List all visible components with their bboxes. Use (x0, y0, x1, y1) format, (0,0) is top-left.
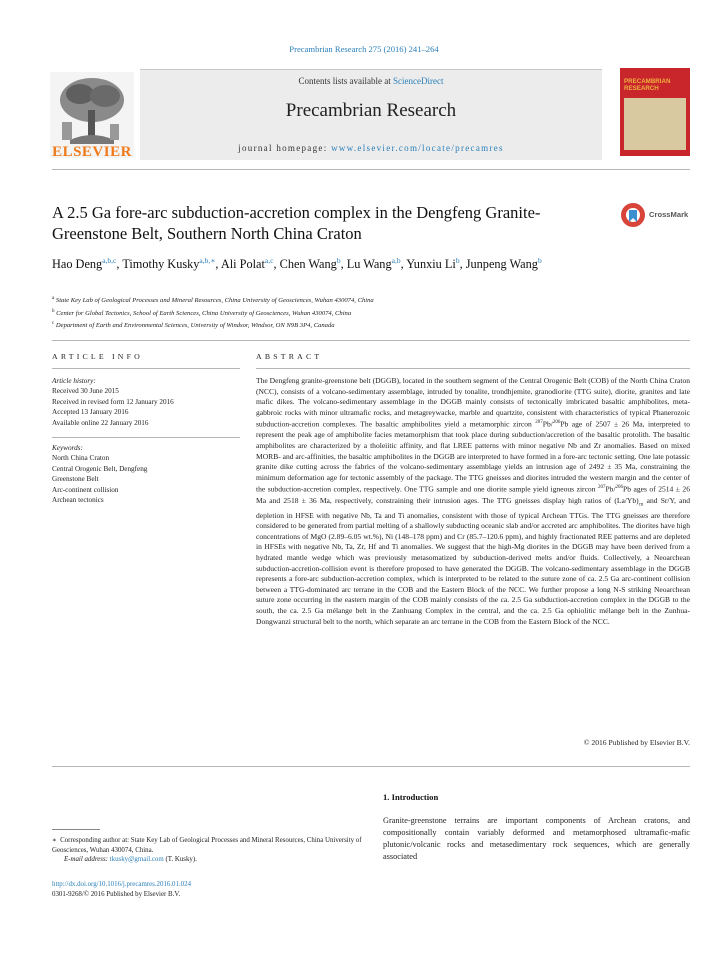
history-online: Available online 22 January 2016 (52, 418, 149, 427)
email-label: E-mail address: (64, 856, 108, 864)
homepage-prefix: journal homepage: (238, 143, 332, 153)
cover-title: PRECAMBRIAN RESEARCH (624, 78, 671, 92)
author-list: Hao Deng$^{a,b,c}$, Timothy Kusky$^{a,b,∗}$, Ali Polat$^{a,c}$, Chen Wang$^b$, Lu Wang$^{a,b}$, Yunxiu Li$^b$, Junpeng Wang$^b$ (52, 256, 542, 272)
author-affil-marker[interactable]: a,b,c (102, 256, 117, 265)
journal-title: Precambrian Research (285, 100, 457, 121)
elsevier-wordmark: ELSEVIER (52, 144, 132, 160)
author-affil-marker[interactable]: a,b (391, 256, 401, 265)
contents-prefix: Contents lists available at (298, 76, 393, 86)
keywords-rule (52, 437, 240, 438)
crossmark-badge[interactable] (620, 203, 690, 227)
contents-line (140, 76, 602, 86)
abstract-text: The Dengfeng granite-greenstone belt (DGGB), located in the southern segment of the Central Orogenic Belt (COB) of the North China Craton (NCC), consists of a volcano-sedimentary assemblage, intruded by tonalite, trondhjemite, granodiorite (TTG suite), diorite, granites and late mafic dikes. The volcano-sedimentary assemblage in the DGGB mainly consists of tectonically imbricated basaltic amphibolites, meta-gabbroic rocks with minor ultramafic rocks, and metagreywacke, marble and quartzite, consistent with characteristics of typical Phanerozoic subduction-accretion complexes. The basaltic amphibolites yield a metamorphic zircon $^{207}$Pb/$^{206}$Pb age of 2507 ± 26 Ma, interpreted to represent the peak age of amphibolite facies metamorphism that took place during subduction/accretion of the basaltic protolith. The basaltic amphibolites are characterized by a tholeiitic affinity, and flat LREE patterns with minor negative Nb and Zr anomalies. Based on mixed MORB- and arc-affinities, the basaltic amphibolites in the DGGB are interpreted to have formed in a fore-arc tectonic setting. One late potassic granite dike cutting across the fabrics of the volcano-sedimentary assemblage yields an intrusion age of 2492 ± 35 Ma, constraining the minimum deformation age for tectonic assembly of the package. The TTG gneisses and diorites intruded the western margin and the center of the subduction-accretion complex, respectively. One TTG sample and one diorite sample yield igneous zircon $^{207}$Pb/$^{206}$Pb ages of 2514 ± 26 Ma and 2518 ± 36 Ma, respectively, constraining their intrusion ages. The TTG gneisses display high ratios of $(La/Yb)_{cn}$ and Sr/Y, and depletion in HFSE with negative Nb, Ta and Ti anomalies, consistent with those of typical Archean TTGs. The TTG gneisses are therefore considered to be generated from partial melting of a shallowly subducting oceanic slab and/or accreted arc amphibolites. The diorites have high concentrations of MgO (2.89–6.05 wt.%), Ni (148–178 ppm) and Cr (85.7–120.6 ppm), and highly fractionated REE patterns and are depleted in HFSEs with negative Nb, Ta, Zr, Hf and Ti anomalies. We suggest that the high-Mg diorites in the DGGB may have been derived from a hydrated mantle wedge which was previously metasomatized by subduction-derived melts and/or fluids. Collectively, a Neoarchean subduction-accretion-collision event is therefore proposed to have generated the DGGB. The volcano-sedimentary assemblage in the DGGB represents a fore-arc subduction-accretion complex, which is interpreted to be related to the suture zone of ca. 2.5 Ga arc-continent collision between a TTG-dominated arc terrane in the COB and the Eastern Block of the NCC. We further propose a long N-S striking Neoarchean suture zone occurring in the eastern margin of the COB mainly consists of the ca. 2.5 Ga subduction-accretion complex in the DGGB to the south, the ca. 2.5 Ga mélange belt in the Zanhuang Complex in the central, and the ca. 2.5 Ga ophiolitic mélange belt in the Zunhua-Dongwanzi structural belt to the north, which separate an arc terrane in the COB from the Eastern Block of the NCC. (256, 376, 690, 626)
author-name: Lu Wang (346, 257, 392, 272)
journal-reference[interactable]: Precambrian Research 275 (2016) 241–264 (289, 44, 439, 54)
affiliations (52, 294, 692, 332)
keyword-item: Archean tectonics (52, 496, 104, 505)
author-name: Chen Wang (279, 257, 337, 272)
author-affil-marker[interactable]: b (336, 256, 341, 265)
author-name: Junpeng Wang (465, 257, 538, 272)
journal-header (140, 70, 602, 160)
cover-artwork (624, 98, 686, 150)
footnote-marker: ∗ (52, 837, 57, 844)
abstract-copyright: © 2016 Published by Elsevier B.V. (583, 738, 690, 747)
affiliations-divider (52, 340, 690, 341)
article-info-heading: ARTICLE INFO (52, 352, 143, 361)
affiliation-item: $^c$ Department of Earth and Environmental Sciences, University of Windsor, Windsor, ON N9B 3P4, Canada (52, 321, 335, 330)
author-name: Hao Deng (52, 257, 103, 272)
affiliation-item: $^b$ Center for Global Tectonics, School of Earth Sciences, China University of Geosciences, Wuhan 430074, China (52, 308, 352, 317)
author-affil-marker[interactable]: b (455, 256, 460, 265)
author-email-link[interactable]: tkusky@gmail.com (109, 856, 164, 864)
history-revised: Received in revised form 12 January 2016 (52, 397, 174, 406)
keywords-label: Keywords: (52, 444, 83, 452)
issn-line: 0301-9268/© 2016 Published by Elsevier B.V. (52, 890, 181, 898)
homepage-link[interactable]: www.elsevier.com/locate/precamres (331, 143, 504, 153)
doi-block (52, 880, 370, 899)
author-name: Ali Polat (220, 257, 265, 272)
keyword-item: Central Orogenic Belt, Dengfeng (52, 464, 148, 473)
author-affil-marker[interactable]: a,b,∗ (199, 256, 216, 265)
author-name: Yunxiu Li (406, 257, 456, 272)
crossmark-label: CrossMark (649, 210, 689, 219)
email-suffix: (T. Kusky). (163, 856, 197, 864)
crossmark-icon (620, 202, 646, 228)
article-history (52, 376, 240, 428)
author-affil-marker[interactable]: a,c (264, 256, 274, 265)
corresponding-author-footnote (52, 836, 370, 865)
keyword-item: Greenstone Belt (52, 475, 99, 484)
abstract-heading: ABSTRACT (256, 352, 323, 361)
sciencedirect-link[interactable]: ScienceDirect (393, 76, 444, 86)
abstract-rule (256, 368, 690, 369)
footnote-rule (52, 829, 100, 830)
article-info-rule (52, 368, 240, 369)
journal-cover-image (620, 68, 690, 156)
header-divider (52, 169, 690, 170)
paper-title: A 2.5 Ga fore-arc subduction-accretion complex in the Dengfeng Granite-Greenstone Belt, Southern North China Craton (52, 203, 541, 243)
abstract-bottom-divider (52, 766, 690, 767)
footnote-text: Corresponding author at: State Key Lab of Geological Processes and Mineral Resources, China University of Geosciences, Wuhan 430074, China. (52, 837, 362, 854)
doi-link[interactable]: http://dx.doi.org/10.1016/j.precamres.2016.01.024 (52, 881, 192, 888)
author-affil-marker[interactable]: b (537, 256, 542, 265)
author-name: Timothy Kusky (122, 257, 200, 272)
history-received: Received 30 June 2015 (52, 387, 119, 396)
history-label: Article history: (52, 377, 96, 385)
keyword-item: Arc-continent collision (52, 485, 119, 494)
keywords (52, 443, 240, 505)
history-accepted: Accepted 13 January 2016 (52, 408, 129, 417)
introduction-text: Granite-greenstone terrains are important components of Archean cratons, and compositionally contain variably deformed and metamorphosed ultramafic-mafic plutonic/volcanic rocks and metasedimentary rock sequences, which are generally associated (383, 816, 690, 861)
affiliation-item: $^a$ State Key Lab of Geological Processes and Mineral Resources, China University of Geosciences, Wuhan 430074, China (52, 296, 374, 305)
introduction-heading: 1. Introduction (383, 792, 439, 802)
keyword-item: North China Craton (52, 454, 110, 463)
journal-homepage (140, 143, 602, 153)
